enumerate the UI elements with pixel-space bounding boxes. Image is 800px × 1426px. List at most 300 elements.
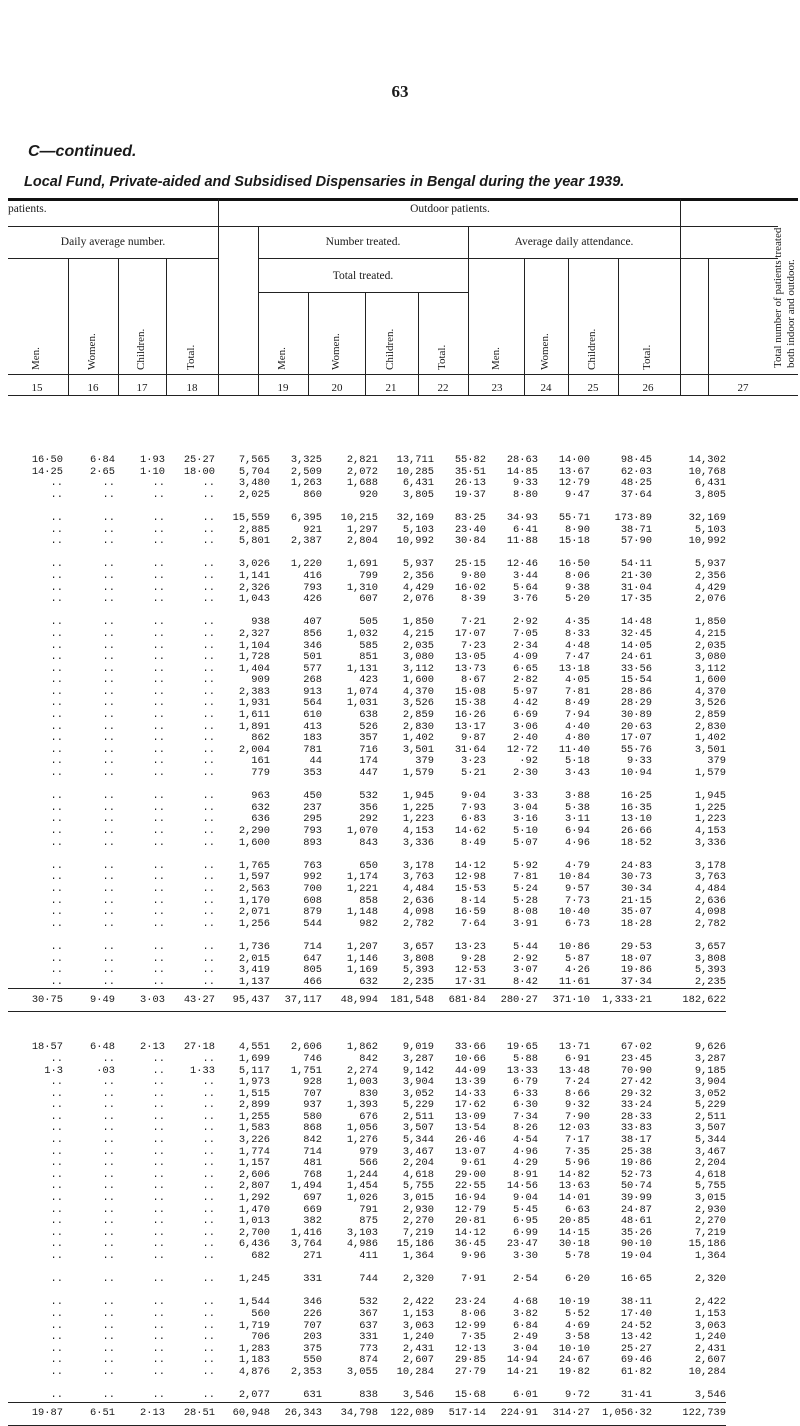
table-cell: 14·05 <box>620 640 652 652</box>
table-cell: .. <box>202 1320 215 1332</box>
group-gap <box>8 1263 726 1275</box>
table-cell: .. <box>202 721 215 733</box>
table-cell: 12·79 <box>454 1204 486 1216</box>
table-cell: 707 <box>303 1088 322 1100</box>
table-cell: 28·86 <box>620 686 652 698</box>
table-cell: 15,186 <box>688 1239 726 1251</box>
table-cell: 2,353 <box>290 1366 322 1378</box>
vline <box>524 258 525 395</box>
table-cell: 10·40 <box>558 907 590 919</box>
table-row <box>8 1344 726 1356</box>
table-cell: 5·88 <box>513 1053 538 1065</box>
table-cell: 32·45 <box>620 628 652 640</box>
table-cell: .. <box>50 721 63 733</box>
table-cell: 714 <box>303 1146 322 1158</box>
group-gap <box>8 849 726 861</box>
table-cell: 526 <box>359 721 378 733</box>
table-cell: 3,507 <box>694 1123 726 1135</box>
table-cell: 517·14 <box>434 1402 486 1425</box>
table-cell: 1,751 <box>290 1065 322 1077</box>
table-cell: .. <box>202 1251 215 1262</box>
table-cell: 3,015 <box>694 1193 726 1205</box>
table-cell: 632 <box>359 976 378 988</box>
table-cell: .. <box>152 768 165 780</box>
table-row <box>8 942 726 954</box>
table-cell: 346 <box>303 1297 322 1309</box>
table-cell: 6·51 <box>63 1402 115 1425</box>
table-cell: 3·82 <box>513 1308 538 1320</box>
table-cell: .. <box>152 883 165 895</box>
table-cell: 14·85 <box>506 466 538 478</box>
table-cell: 4·68 <box>513 1297 538 1309</box>
table-cell: 1,183 <box>238 1355 270 1367</box>
table-cell: 44 <box>309 756 322 768</box>
table-cell: .. <box>152 1204 165 1216</box>
table-row <box>8 525 726 537</box>
table-cell: 5,344 <box>402 1135 434 1147</box>
table-cell: 7·47 <box>565 652 590 664</box>
table-cell: 28·63 <box>506 455 538 466</box>
table-cell: 17·07 <box>454 628 486 640</box>
table-cell: 637 <box>359 1320 378 1332</box>
table-cell: .. <box>50 826 63 837</box>
table-cell: .. <box>152 907 165 919</box>
table-cell: 19·65 <box>506 1042 538 1054</box>
table-cell: 1,688 <box>346 478 378 490</box>
table-row <box>8 896 726 908</box>
table-cell: .. <box>50 860 63 872</box>
table-cell: 1,297 <box>346 524 378 536</box>
table-cell: 1,220 <box>290 559 322 571</box>
table-cell: 560 <box>251 1308 270 1320</box>
table-cell: 1,031 <box>346 698 378 710</box>
table-cell: 838 <box>359 1390 378 1402</box>
table-row <box>8 1193 726 1205</box>
table-cell: 12·46 <box>506 559 538 571</box>
table-cell: 379 <box>415 756 434 768</box>
table-cell: .. <box>202 768 215 780</box>
table-cell: 3,226 <box>238 1135 270 1147</box>
col-num-15: 15 <box>31 382 43 394</box>
table-cell: 331 <box>303 1274 322 1286</box>
table-cell: 779 <box>251 768 270 780</box>
table-row <box>8 1321 726 1333</box>
table-cell: .. <box>50 1216 63 1228</box>
table-cell: 1,256 <box>238 918 270 930</box>
table-cell: .. <box>102 1181 115 1193</box>
table-cell: 1,850 <box>694 617 726 629</box>
table-cell: 33·66 <box>454 1042 486 1054</box>
table-cell: 173·89 <box>614 512 652 524</box>
table-cell: .. <box>50 1193 63 1205</box>
vline <box>218 199 219 395</box>
table-cell: 8·42 <box>513 976 538 988</box>
table-cell: 3,325 <box>290 455 322 466</box>
table-cell: 2·40 <box>513 733 538 745</box>
table-cell: 98·45 <box>620 455 652 466</box>
table-cell: 13·67 <box>558 466 590 478</box>
table-cell: .. <box>152 802 165 814</box>
table-cell: 413 <box>303 721 322 733</box>
table-cell: 580 <box>303 1111 322 1123</box>
table-cell: .. <box>202 1308 215 1320</box>
table-cell: 48·25 <box>620 478 652 490</box>
table-cell: 2,320 <box>694 1274 726 1286</box>
table-cell: 1,056·32 <box>590 1402 652 1425</box>
table-cell: .. <box>202 512 215 524</box>
table-cell: .. <box>152 1297 165 1309</box>
table-cell: .. <box>202 895 215 907</box>
table-cell: 13·23 <box>454 941 486 953</box>
table-cell: 174 <box>359 756 378 768</box>
table-cell: 34·93 <box>506 512 538 524</box>
table-cell: .. <box>102 1320 115 1332</box>
group-gap <box>8 930 726 942</box>
table-cell: 799 <box>359 570 378 582</box>
table-cell: .. <box>102 1077 115 1089</box>
table-cell: 7·91 <box>461 1274 486 1286</box>
table-cell: 2,422 <box>402 1297 434 1309</box>
header-outdoor-patients: Outdoor patients. <box>410 203 490 215</box>
table-cell: 5·20 <box>565 594 590 606</box>
table-cell: 371·10 <box>538 989 590 1012</box>
table-cell: 842 <box>359 1053 378 1065</box>
table-cell: 13·05 <box>454 652 486 664</box>
table-cell: 913 <box>303 686 322 698</box>
table-cell: 11·40 <box>558 744 590 756</box>
table-cell: .. <box>50 675 63 687</box>
table-cell: 30·84 <box>454 536 486 548</box>
table-cell: 33·24 <box>620 1100 652 1112</box>
header-total-both: Total number of patients treated both indoor and outdoor. <box>772 227 797 368</box>
table-row <box>8 1355 726 1367</box>
table-cell: .. <box>152 478 165 490</box>
table-cell: 5·21 <box>461 768 486 780</box>
table-cell: .. <box>152 710 165 722</box>
table-cell: 2·13 <box>115 1402 165 1425</box>
table-cell: 862 <box>251 733 270 745</box>
table-cell: 13·39 <box>454 1077 486 1089</box>
table-cell: 2,004 <box>238 744 270 756</box>
table-cell: 2,387 <box>290 536 322 548</box>
table-cell: 3·88 <box>565 791 590 803</box>
table-cell: 6·63 <box>565 1204 590 1216</box>
table-cell: .. <box>202 860 215 872</box>
table-cell: .. <box>102 698 115 710</box>
table-row <box>8 710 726 722</box>
table-cell: 8·90 <box>565 524 590 536</box>
table-row <box>8 722 726 734</box>
col-label-25: Children. <box>586 328 598 370</box>
table-cell: 1,931 <box>238 698 270 710</box>
table-cell: .. <box>152 1390 165 1402</box>
table-cell: .. <box>152 1227 165 1239</box>
table-row <box>8 641 726 653</box>
table-cell: 11·88 <box>506 536 538 548</box>
table-cell: 2,607 <box>402 1355 434 1367</box>
table-cell: .. <box>202 652 215 664</box>
table-cell: 8·39 <box>461 594 486 606</box>
table-cell: 18·28 <box>620 918 652 930</box>
table-cell: .. <box>102 768 115 780</box>
table-cell: 3,501 <box>694 744 726 756</box>
table-cell: 1,043 <box>238 594 270 606</box>
table-cell: 17·35 <box>620 594 652 606</box>
table-cell: 5,801 <box>238 536 270 548</box>
table-cell: .. <box>202 582 215 594</box>
table-cell: 10,285 <box>396 466 434 478</box>
table-cell: 6·65 <box>513 663 538 675</box>
table-cell: 3,763 <box>694 872 726 884</box>
table-cell: 5,937 <box>402 559 434 571</box>
table-cell: .. <box>152 698 165 710</box>
table-cell: 203 <box>303 1332 322 1344</box>
table-cell: 39·99 <box>620 1193 652 1205</box>
table-cell: 791 <box>359 1204 378 1216</box>
table-cell: 18·52 <box>620 837 652 849</box>
table-cell: 1,032 <box>346 628 378 640</box>
table-cell: .. <box>102 744 115 756</box>
col-num-22: 22 <box>437 382 449 394</box>
table-cell: 7,565 <box>238 455 270 466</box>
header-average-daily-attendance: Average daily attendance. <box>514 236 634 248</box>
header-rule-2a <box>8 258 218 259</box>
table-cell: 744 <box>359 1274 378 1286</box>
table-row <box>8 536 726 548</box>
table-cell: 10,284 <box>688 1366 726 1378</box>
table-cell: 31·64 <box>454 744 486 756</box>
table-cell: 8·06 <box>565 570 590 582</box>
table-row <box>8 1332 726 1344</box>
group-gap <box>8 501 726 513</box>
table-cell: .. <box>152 953 165 965</box>
table-cell: 407 <box>303 617 322 629</box>
table-row <box>8 1147 726 1159</box>
table-cell: 669 <box>303 1204 322 1216</box>
table-cell: 10·19 <box>558 1297 590 1309</box>
table-cell: 2,930 <box>694 1204 726 1216</box>
table-cell: 29·53 <box>620 941 652 953</box>
table-cell: 10·10 <box>558 1343 590 1355</box>
table-cell: .. <box>202 756 215 768</box>
table-cell: 2,511 <box>694 1111 726 1123</box>
table-cell: 5,755 <box>694 1181 726 1193</box>
table-cell: .. <box>50 756 63 768</box>
table-cell: 4,370 <box>402 686 434 698</box>
table-cell: .. <box>202 478 215 490</box>
table-cell: 1·33 <box>190 1065 215 1077</box>
table-cell: 920 <box>359 489 378 501</box>
table-cell: 2,782 <box>694 918 726 930</box>
table-cell: .. <box>202 1390 215 1402</box>
table-cell: .. <box>202 1355 215 1367</box>
table-cell: 982 <box>359 918 378 930</box>
table-cell: 5,117 <box>238 1065 270 1077</box>
table-cell: .. <box>102 953 115 965</box>
table-cell: 375 <box>303 1343 322 1355</box>
table-cell: 9·47 <box>565 489 590 501</box>
table-cell: .. <box>102 559 115 571</box>
table-cell: .. <box>202 802 215 814</box>
table-cell: 29·00 <box>454 1169 486 1181</box>
table-cell: .. <box>50 1146 63 1158</box>
table-cell: .. <box>152 1251 165 1262</box>
table-row <box>8 1077 726 1089</box>
table-cell: 1,131 <box>346 663 378 675</box>
table-cell: 2,830 <box>694 721 726 733</box>
table-cell: 183 <box>303 733 322 745</box>
table-cell: 13·10 <box>620 814 652 826</box>
table-cell: .. <box>50 559 63 571</box>
table-row <box>8 1089 726 1101</box>
table-row <box>8 1297 726 1309</box>
table-cell: 8·80 <box>513 489 538 501</box>
table-cell: .. <box>102 872 115 884</box>
table-cell: 9·33 <box>627 756 652 768</box>
table-cell: .. <box>102 826 115 837</box>
table-cell: 17·07 <box>620 733 652 745</box>
table-cell: 1,891 <box>238 721 270 733</box>
table-cell: 15·53 <box>454 883 486 895</box>
table-cell: 48·61 <box>620 1216 652 1228</box>
table-cell: .. <box>152 489 165 501</box>
table-cell: 8·33 <box>565 628 590 640</box>
table-cell: 2·92 <box>513 617 538 629</box>
col-label-20: Women. <box>330 333 342 370</box>
table-cell: 55·76 <box>620 744 652 756</box>
table-cell: ·92 <box>519 756 538 768</box>
table-cell: .. <box>102 721 115 733</box>
header-rule-2b <box>258 258 778 259</box>
table-cell: 9·32 <box>565 1100 590 1112</box>
table-row <box>8 954 726 966</box>
table-cell: 3,178 <box>694 860 726 872</box>
table-cell: .. <box>50 1077 63 1089</box>
table-cell: .. <box>50 1251 63 1262</box>
table-cell: .. <box>102 570 115 582</box>
table-cell: 1,137 <box>238 976 270 988</box>
table-cell: .. <box>50 663 63 675</box>
table-cell: .. <box>50 1355 63 1367</box>
table-cell: ·03 <box>96 1065 115 1077</box>
table-cell: 1,283 <box>238 1343 270 1355</box>
table-cell: .. <box>102 524 115 536</box>
table-cell: 12·13 <box>454 1343 486 1355</box>
table-cell: 4·42 <box>513 698 538 710</box>
table-cell: 2,700 <box>238 1227 270 1239</box>
table-cell: .. <box>50 744 63 756</box>
table-cell: 631 <box>303 1390 322 1402</box>
block-spacer <box>8 1012 726 1043</box>
total-row <box>8 989 726 1012</box>
table-cell: 3·44 <box>513 570 538 582</box>
table-cell: 2,204 <box>694 1158 726 1170</box>
table-cell: 13·17 <box>454 721 486 733</box>
table-cell: 26·66 <box>620 826 652 837</box>
table-cell: .. <box>50 895 63 907</box>
table-cell: 550 <box>303 1355 322 1367</box>
table-cell: 31·04 <box>620 582 652 594</box>
table-cell: .. <box>152 976 165 988</box>
table-cell: .. <box>102 1053 115 1065</box>
table-cell: 28·51 <box>165 1402 215 1425</box>
table-cell: 8·91 <box>513 1169 538 1181</box>
table-cell: .. <box>50 1053 63 1065</box>
table-cell: .. <box>50 640 63 652</box>
table-row <box>8 664 726 676</box>
table-cell: .. <box>202 941 215 953</box>
table-cell: 2·65 <box>90 466 115 478</box>
table-cell: 3,103 <box>346 1227 378 1239</box>
table-cell: 544 <box>303 918 322 930</box>
table-cell: 14·62 <box>454 826 486 837</box>
table-cell: 1,402 <box>694 733 726 745</box>
table-cell: 793 <box>303 826 322 837</box>
table-cell: .. <box>102 1274 115 1286</box>
table-cell: 1,973 <box>238 1077 270 1089</box>
table-row <box>8 826 726 838</box>
table-cell: 9·87 <box>461 733 486 745</box>
table-cell: 18·00 <box>183 466 215 478</box>
table-cell: 226 <box>303 1308 322 1320</box>
table-cell: .. <box>202 733 215 745</box>
table-cell: 4·69 <box>565 1320 590 1332</box>
table-cell: .. <box>202 1193 215 1205</box>
table-cell: 6·41 <box>513 524 538 536</box>
table-cell: 2,636 <box>402 895 434 907</box>
table-cell: 35·26 <box>620 1227 652 1239</box>
table-cell: .. <box>202 837 215 849</box>
table-cell: 1,174 <box>346 872 378 884</box>
table-cell: 44·09 <box>454 1065 486 1077</box>
table-cell: 6·73 <box>565 918 590 930</box>
table-cell: .. <box>202 686 215 698</box>
table-cell: 5,704 <box>238 466 270 478</box>
table-cell: .. <box>50 883 63 895</box>
table-cell: 6·91 <box>565 1053 590 1065</box>
table-cell: 610 <box>303 710 322 722</box>
table-cell: 2,830 <box>402 721 434 733</box>
table-cell: 62·03 <box>620 466 652 478</box>
table-cell: 893 <box>303 837 322 849</box>
table-cell: 8·67 <box>461 675 486 687</box>
table-cell: .. <box>102 489 115 501</box>
table-cell: .. <box>102 675 115 687</box>
table-cell: 858 <box>359 895 378 907</box>
table-row <box>8 629 726 641</box>
table-cell: 9·38 <box>565 582 590 594</box>
table-cell: .. <box>202 1111 215 1123</box>
table-cell: .. <box>102 1146 115 1158</box>
table-cell: 5·38 <box>565 802 590 814</box>
table-cell: 868 <box>303 1123 322 1135</box>
table-cell: 1,583 <box>238 1123 270 1135</box>
table-cell: 7·21 <box>461 617 486 629</box>
table-cell: 3,467 <box>402 1146 434 1158</box>
table-cell: 3,467 <box>694 1146 726 1158</box>
table-cell: 4,429 <box>402 582 434 594</box>
table-cell: .. <box>202 559 215 571</box>
table-cell: 1,148 <box>346 907 378 919</box>
table-cell: .. <box>50 941 63 953</box>
table-cell: 1,255 <box>238 1111 270 1123</box>
table-cell: 14·94 <box>506 1355 538 1367</box>
table-cell: 33·83 <box>620 1123 652 1135</box>
col-num-27: 27 <box>737 382 749 394</box>
table-cell: 16·94 <box>454 1193 486 1205</box>
col-num-20: 20 <box>331 382 343 394</box>
table-cell: .. <box>152 837 165 849</box>
